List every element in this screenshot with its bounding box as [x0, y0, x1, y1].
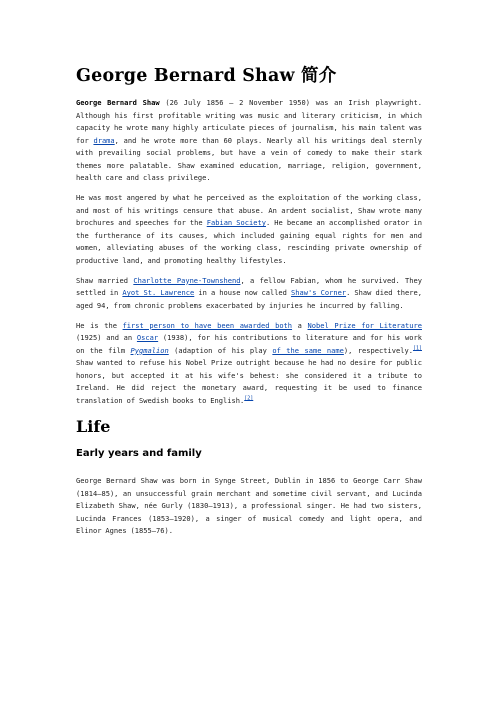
shaws-corner-link[interactable]: Shaw's Corner — [291, 288, 347, 297]
fabian-society-link[interactable]: Fabian Society — [206, 218, 266, 227]
subsection-heading-early-years: Early years and family — [76, 448, 202, 459]
same-name-link[interactable]: of the same name — [272, 345, 344, 355]
intro-paragraph: George Bernard Shaw (26 July 1856 – 2 November 1950) was an Irish playwright. Although his first profitable writing was music and literary criticism, in which capacity he wrote many highly articulate pieces of journalism, his main talent was for drama, and he wrote more than 60 plays. Nearly all his writings deal sternly with prevailing social problems, but have a vein of comedy to make their stark themes more palatable. Shaw examined education, marriage, religion, government, health care and class privilege. — [76, 98, 423, 182]
reference-1-link[interactable]: [1] — [412, 345, 422, 352]
subject-name: George Bernard Shaw — [76, 98, 160, 107]
pygmalion-link[interactable]: Pygmalion — [130, 345, 169, 355]
drama-link[interactable]: drama — [93, 135, 115, 145]
document-content — [76, 62, 422, 545]
awards-paragraph: He is the first person to have been awarded both a Nobel Prize for Literature (1925) and an Oscar (1938), for his contributions to literature and for his work on the film Pygmalion (adaption of his play of the same name), respectively.[1] Shaw wanted to refuse his Nobel Prize outright because he had no desire for public honors, but accepted it at his wife's behest: she considered it a tribute to Ireland. He did reject the monetary award, requesting it be used to finance translation of Swedish books to English.[2] — [76, 320, 422, 405]
charlotte-link[interactable]: Charlotte Payne-Townshend — [133, 275, 241, 285]
reference-2-link[interactable]: [2] — [244, 395, 254, 402]
ayot-link[interactable]: Ayot St. Lawrence — [122, 288, 195, 297]
early-years-paragraph: George Bernard Shaw was born in Synge Street, Dublin in 1856 to George Carr Shaw (1814–85), an unsuccessful grain merchant and sometime civil servant, and Lucinda Elizabeth Shaw, née Gurly (1830–1913), a professional singer. He had two sisters, Lucinda Frances (1853–1920), a singer of musical comedy and light opera, and Elinor Agnes (1855–76). — [76, 476, 422, 535]
first-person-link[interactable]: first person to have been awarded both — [122, 320, 293, 330]
nobel-prize-link[interactable]: Nobel Prize for Literature — [307, 320, 422, 330]
oscar-link[interactable]: Oscar — [136, 333, 159, 342]
section-heading-life: Life — [76, 417, 111, 436]
page-title: George Bernard Shaw 简介 — [76, 66, 337, 86]
marriage-paragraph: Shaw married Charlotte Payne-Townshend, a fellow Fabian, whom he survived. They settled in Ayot St. Lawrence in a house now called Shaw's Corner. Shaw died there, aged 94, from chronic problems exacerbated by injuries he incurred by falling. — [76, 275, 423, 310]
socialism-paragraph: He was most angered by what he perceived as the exploitation of the working class, and most of his writings censure that abuse. An ardent socialist, Shaw wrote many brochures and speeches for the Fabian Society. He became an accomplished orator in the furtherance of its causes, which included gaining equal rights for men and women, alleviating abuses of the working class, rescinding private ownership of productive land, and promoting healthy lifestyles. — [76, 193, 422, 265]
